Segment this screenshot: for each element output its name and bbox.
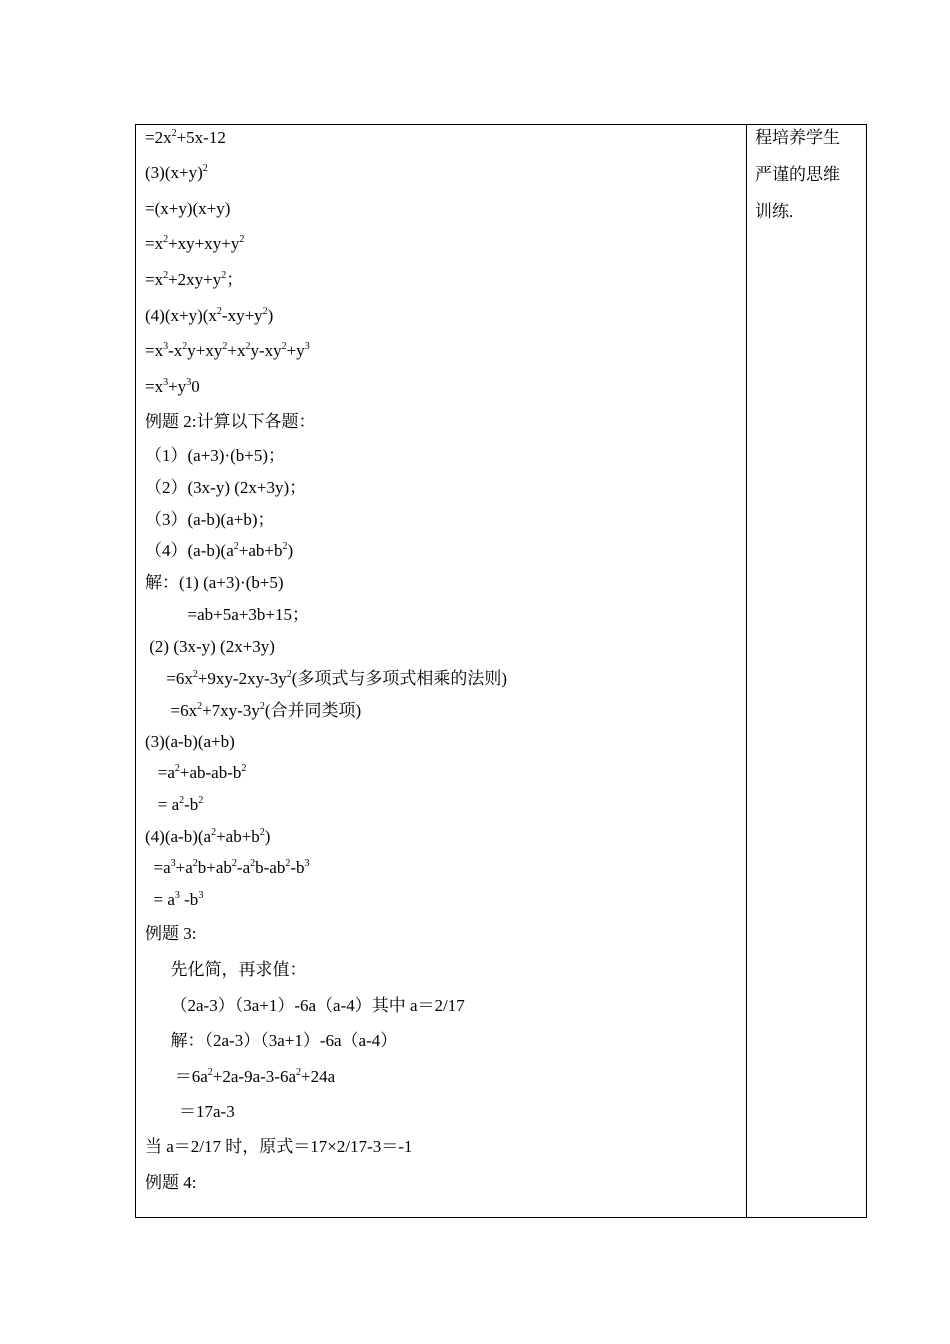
content-line: $(3)(x+y)^2$ (145, 163, 208, 182)
content-line: $(4)(a-b)(a^2+ab+b^2)$ (145, 827, 271, 846)
content-line: （3）(a-b)(a+b)； (145, 510, 275, 529)
content-cell (136, 125, 746, 1217)
content-line: $=2x^2+5x-12$ (145, 128, 226, 147)
content-line: =(x+y)(x+y) (145, 199, 231, 218)
content-line: = $a^3$ $-b^3$ (145, 890, 204, 909)
content-line: $=6x^2+7xy-3y^2$(合并同类项) (145, 701, 362, 720)
note-line: 严谨的思维 (755, 165, 840, 184)
content-line: 先化简，再求值： (145, 960, 307, 979)
content-line: 解：（2a-3）（3a+1）-6a（a-4） (145, 1031, 398, 1050)
content-line: $=a^2+ab-ab-b^2$ (145, 763, 247, 782)
content-line: $=a^3+a^2b+ab^2-a^2b-ab^2-b^3$ (145, 858, 310, 877)
content-line: $(4)(a-b)(a^2+ab+b^2)$ (145, 541, 294, 560)
content-line: 例题 3: (145, 924, 197, 943)
content-line: 例题 4: (145, 1173, 197, 1192)
content-line: (2) (3x-y) (2x+3y) (145, 637, 275, 656)
content-line: $=x^3-x^2y+xy^2+x^2y-xy^2+y^3$ (145, 341, 310, 360)
content-line: （2a-3）（3a+1）-6a（a-4）其中 a＝2/17 (145, 996, 465, 1015)
content-line: $=6a^2+2a-9a-3-6a^2+24a$ (145, 1067, 336, 1086)
content-line: ＝17a-3 (145, 1102, 235, 1121)
content-line: $(4)(x+y)(x^2-xy+y^2)$ (145, 306, 274, 325)
notes-cell (747, 125, 867, 1217)
note-line: 程培养学生 (755, 128, 840, 147)
content-line: =ab+5a+3b+15； (145, 605, 309, 624)
content-line: $=x^2+2xy+y^2$； (145, 270, 244, 289)
content-line: 当 a＝2/17 时，原式＝17×2/17-3＝-1 (145, 1137, 413, 1156)
content-line: 例题 2:计算以下各题： (145, 412, 316, 431)
content-line: 解：(1) (a+3)·(b+5) (145, 573, 284, 592)
note-line: 训练. (755, 202, 794, 221)
content-line: $=x^2+xy+xy+y^2$ (145, 234, 245, 253)
content-line: （2）(3x-y) (2x+3y)； (145, 478, 307, 497)
content-line: = $a^2-b^2$ (145, 795, 204, 814)
lesson-table (135, 124, 867, 1218)
content-line: $=6x^2+9xy-2xy-3y^2$(多项式与多项式相乘的法则) (145, 669, 508, 688)
content-line: $=x^3+y^30$ (145, 377, 200, 396)
content-line: (3)(a-b)(a+b) (145, 732, 235, 751)
content-line: （1）(a+3)·(b+5)； (145, 446, 286, 465)
